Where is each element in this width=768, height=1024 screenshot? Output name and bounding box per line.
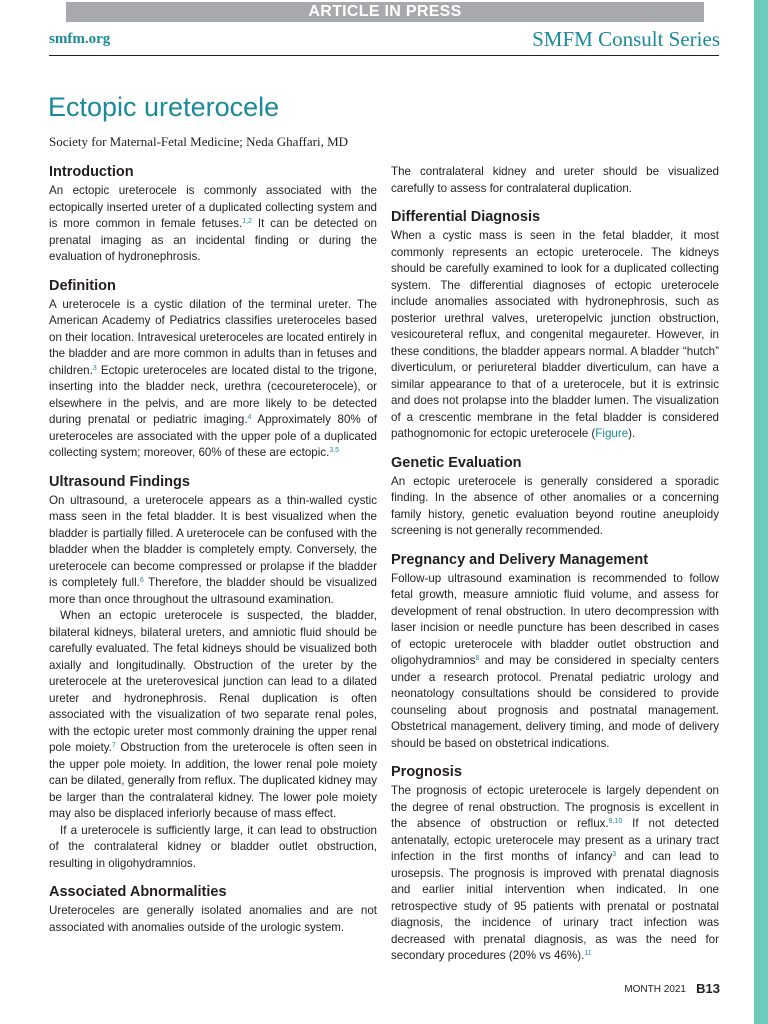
citation-link[interactable]: 11 (584, 950, 592, 957)
section-definition (49, 278, 377, 462)
section-heading: Genetic Evaluation (391, 454, 522, 471)
section-associated-continued (391, 164, 719, 197)
section-differential-diagnosis (391, 209, 719, 443)
paragraph: The contralateral kidney and ureter should be visualized carefully to assess for contralateral duplication. (391, 165, 719, 195)
citation-link[interactable]: 6 (139, 577, 144, 584)
section-heading: Introduction (49, 164, 134, 180)
article-in-press-banner: ARTICLE IN PRESS (66, 2, 704, 22)
citation-link[interactable]: 9,10 (608, 818, 623, 825)
section-heading: Prognosis (391, 764, 462, 780)
site-link[interactable]: smfm.org (49, 31, 111, 47)
paragraph: When an ectopic ureterocele is suspected, the bladder, bilateral kidneys, bilateral ureters, and amniotic fluid should be carefully evaluated. The fetal kidneys should be visualized both axially and longitudinally. Obstruction of the ureter by the ureterocele at the ureterovesical junction can lead to a dilated ureter and hydronephrosis. Renal duplication is often associated with the visualization of two separate renal poles, with the ectopic ureter most commonly draining the upper renal pole moiety.$^7$ Obstruction from the ureterocele is often seen in the upper pole moiety. In addition, the lower renal pole moiety can be dilated, generally from reflux. The duplicated kidney may be larger than the contralateral kidney. The lower pole moiety may also be displaced inferiorly because of mass effect. (49, 609, 378, 820)
section-heading: Associated Abnormalities (49, 884, 227, 900)
section-genetic-evaluation (391, 455, 719, 540)
header-divider (49, 55, 719, 56)
paragraph: When a cystic mass is seen in the fetal bladder, it most commonly represents an ectopic ureterocele. The kidneys should be carefully examined to look for a duplicated collecting system. The differential diagnoses of ectopic ureterocele include anomalies associated with hydronephrosis, such as posterior urethral valves, ureteropelvic junction obstruction, vesicoureteral reflux, and congenital megaureter. However, in these conditions, the bladder appears normal. A bladder “hutch” diverticulum, or periureteral bladder diverticulum, can have a similar appearance to that of a ureterocele, but it is extrinsic and does not prolapse into the bladder lumen. The visualization of a crescentic membrane in the fetal bladder is considered pathognomonic for ectopic ureterocele (Figure). (391, 229, 719, 440)
paragraph: An ectopic ureterocele is commonly associated with the ectopically inserted ureter of a duplicated collecting system and is more common in female fetuses.$^{1,2}$ It can be detected on prenatal imaging as an incidental finding or during the evaluation of hydronephrosis. (49, 184, 377, 263)
footer-month: MONTH 2021 (624, 984, 686, 995)
section-heading: Ultrasound Findings (49, 473, 190, 490)
series-title: SMFM Consult Series (532, 27, 720, 51)
citation-link[interactable]: 7 (111, 742, 116, 749)
section-heading: Differential Diagnosis (391, 209, 541, 225)
section-associated-abnormalities (49, 884, 377, 936)
section-pregnancy-delivery (391, 552, 719, 753)
article-title: Ectopic ureterocele (48, 92, 280, 122)
section-ultrasound-findings (49, 474, 377, 873)
citation-link[interactable]: 8 (475, 655, 480, 662)
section-heading: Pregnancy and Delivery Management (391, 551, 649, 568)
paragraph: A ureterocele is a cystic dilation of the terminal ureter. The American Academy of Pediatrics classifies ureteroceles based on their location. Intravesical ureteroceles are located entirely in the bladder and are more common in adults than in fetuses and children.$^3$ Ectopic ureteroceles are located distal to the trigone, inserting into the bladder neck, urethra (cecoureterocele), or elsewhere in the pelvis, and are more likely to be detected during prenatal or pediatric imaging.$^4$ Approximately 80% of ureteroceles are associated with the upper pole of a duplicated collecting system; moreover, 60% of these are ectopic.$^{3,5}$ (49, 297, 377, 459)
left-column (49, 164, 377, 948)
paragraph: Follow-up ultrasound examination is recommended to follow fetal growth, measure amniotic fluid volume, and assess for development of renal obstruction. In utero decompression with laser incision or needle puncture has been described in cases of ectopic ureterocele with bladder outlet obstruction and oligohydramnios$^8$ and may be considered in specialty centers under a research protocol. Prenatal pediatric urology and neonatology consultations should be considered to provide counseling about prognosis and postnatal management. Obstetrical management, delivery timing, and mode of delivery should be based on obstetrical indications. (391, 571, 719, 750)
section-introduction (49, 164, 377, 266)
citation-link[interactable]: 3 (92, 364, 97, 372)
page-number: B13 (696, 981, 720, 996)
paragraph: An ectopic ureterocele is generally considered a sporadic finding. In the absence of other anomalies or a concerning family history, genetic evaluation beyond routine aneuploidy screening is not generally recommended. (391, 474, 719, 537)
citation-link[interactable]: 3,5 (329, 447, 340, 454)
figure-link[interactable]: Figure (595, 427, 629, 440)
paragraph: The prognosis of ectopic ureterocele is largely dependent on the degree of renal obstruction. The prognosis is excellent in the absence of obstruction or reflux.$^{9,10}$ If not detected antenatally, ectopic ureterocele may present as a urinary tract infection in the first months of infancy$^3$ and can lead to urosepsis. The prognosis is improved with prenatal diagnosis and earlier initial intervention when indicated. In one retrospective study of 95 patients with prenatal or postnatal diagnosis, the incidence of urinary tract infection was decreased with prenatal diagnosis, as was the need for secondary procedures (20% vs 46%).$^{11}$ (391, 784, 720, 962)
citation-link[interactable]: 4 (247, 414, 252, 421)
citation-link[interactable]: 3 (612, 851, 617, 858)
paragraph: Ureteroceles are generally isolated anomalies and are not associated with anomalies outside of the urologic system. (49, 904, 377, 934)
sidebar-accent-bar (754, 0, 768, 1024)
section-heading: Definition (49, 277, 116, 294)
citation-link[interactable]: 1,2 (242, 218, 252, 225)
section-prognosis (391, 764, 719, 965)
paragraph: If a ureterocele is sufficiently large, it can lead to obstruction of the contralateral kidney or bladder outlet obstruction, resulting in oligohydramnios. (49, 823, 377, 870)
author-line: Society for Maternal-Fetal Medicine; Neda Ghaffari, MD (49, 134, 349, 149)
paragraph: On ultrasound, a ureterocele appears as a thin-walled cystic mass seen in the fetal bladder. It is best visualized when the bladder is partially filled. A ureterocele can be confused with the bladder when the bladder is completely empty. Conversely, the ureterocele can become compressed or prolapse if the bladder is completely full.$^6$ Therefore, the bladder should be visualized more than once throughout the ultrasound examination. (49, 493, 377, 606)
right-column (391, 164, 719, 977)
